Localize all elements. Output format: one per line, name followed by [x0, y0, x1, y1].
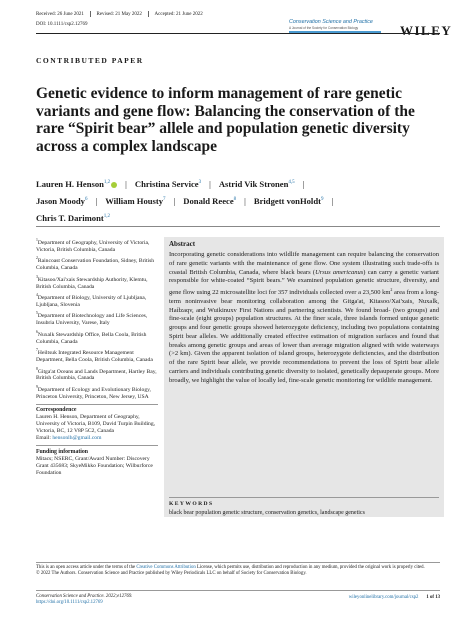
- abstract-heading: Abstract: [169, 240, 196, 248]
- affiliation: $^3$Kitasoo/Xai'xais Stewardship Authority, Klemtu, British Columbia, Canada: [36, 274, 148, 290]
- correspondence-email: Email: hensonlh@gmail.com: [36, 435, 102, 442]
- orcid-icon[interactable]: [111, 182, 117, 188]
- license-text: This is an open access article under the terms of the Creative Commons Attribution License, which permits use, distribution and reproduction in any medium, provided the original work is properly cited. © 2022 The Authors. Conservation Science and Practice published by Wiley Periodicals LLC on behalf of Society for Conservation Biology.: [36, 565, 440, 577]
- keywords-text: black bear population genetic structure, conservation genetics, landscape genetics: [169, 510, 365, 516]
- accepted-date: Accepted: 21 June 2022: [154, 11, 203, 17]
- keywords-heading: KEYWORDS: [169, 501, 214, 507]
- funding-heading: Funding information: [36, 448, 89, 455]
- author[interactable]: Donald Reece$^8$: [183, 195, 237, 206]
- author-separator: |: [173, 195, 176, 206]
- sidebar: [36, 237, 158, 477]
- correspondence-text: Lauren H. Henson, Department of Geography, University of Victoria, B109, David Turpin Building, Victoria, BC, 12 V8P 5C2, Canada: [36, 414, 156, 435]
- author-separator: |: [331, 195, 334, 206]
- affiliation: $^7$Heiltsuk Integrated Resource Management Department, Bella Coola, British Columbia, Canada: [36, 348, 153, 364]
- footer-divider: [36, 590, 440, 591]
- author-separator: |: [244, 195, 246, 206]
- doi: DOI: 10.1111/csp2.12769: [36, 22, 88, 27]
- affiliation: $^4$Department of Biology, University of Ljubljana, Ljubljana, Slovenia: [36, 293, 147, 308]
- journal-subtitle: A Journal of the Society for Conservation Biology: [289, 26, 359, 30]
- sidebar-divider: [36, 404, 158, 405]
- affiliation: $^8$Gitga'at Oceans and Lands Department, Hartley Bay, British Columbia, Canada: [36, 366, 157, 382]
- affiliation: $^5$Department of Biotechnology and Life Sciences, Insubria University, Varese, Italy: [36, 311, 148, 327]
- affiliation: $^1$Department of Geography, University of Victoria, Victoria, British Columbia, Canada: [36, 238, 150, 253]
- author-separator: |: [95, 195, 98, 206]
- affiliation: $^2$Raincoast Conservation Foundation, Sidney, British Columbia, Canada: [36, 256, 155, 272]
- author[interactable]: Lauren H. Henson$^{1,2}$: [36, 179, 117, 189]
- article-title: Genetic evidence to inform management of rare genetic variants and gene flow: Balancing the conservation of the rare “Spirit bear” allele and population genetic diversity across a complex landscape: [36, 85, 415, 155]
- header-divider: [36, 33, 440, 34]
- copyright: © 2022 The Authors. Conservation Science and Practice published by Wiley Periodicals LLC on behalf of Society for Conservation Biology.: [36, 571, 307, 577]
- revised-date: Revised: 21 May 2022: [96, 11, 142, 17]
- author-separator: |: [209, 178, 211, 189]
- journal-logo[interactable]: [289, 19, 397, 33]
- publisher-logo[interactable]: WILEY: [400, 23, 453, 38]
- author-separator: |: [125, 178, 127, 189]
- journal-name: Conservation Science and Practice: [289, 19, 373, 25]
- author-list: [36, 175, 440, 226]
- site-link[interactable]: wileyonlinelibrary.com/journal/csp2: [348, 595, 419, 600]
- keywords-divider: [169, 497, 439, 498]
- page-number: 1 of 13: [426, 595, 440, 600]
- article-dates: [36, 11, 203, 17]
- correspondence-heading: Correspondence: [36, 407, 77, 414]
- author[interactable]: Chris T. Darimont$^{1,2}$: [36, 212, 110, 223]
- article-type: CONTRIBUTED PAPER: [36, 56, 144, 65]
- author[interactable]: William Housty$^7$: [105, 195, 166, 206]
- affiliation: $^9$Department of Ecology and Evolutionary Biology, Princeton University, Princeton, New Jersey, USA: [36, 384, 151, 400]
- email-link[interactable]: hensonlh@gmail.com: [52, 435, 102, 442]
- footer-citation: Conservation Science and Practice. 2022;e12769. https://doi.org/10.1111/csp2.12769: [36, 594, 133, 606]
- funding-text: Mitacs; NSERC, Grant/Award Number: Discovery Grant 435683; SkyeMikko Foundation; Wilburforce Foundation: [36, 455, 153, 476]
- author[interactable]: Astrid Vik Stronen$^{4,5}$: [218, 178, 295, 189]
- species-name: Ursus americanus: [315, 268, 364, 276]
- license-link[interactable]: Creative Commons Attribution: [136, 565, 196, 570]
- author[interactable]: Jason Moody$^6$: [36, 195, 88, 206]
- footer-right: [320, 595, 440, 600]
- sidebar-divider: [36, 445, 158, 446]
- author[interactable]: Christina Service$^3$: [134, 178, 202, 189]
- license-divider: [36, 562, 440, 563]
- section-divider: [36, 226, 440, 227]
- abstract-text: Incorporating genetic considerations into wildlife management can require balancing the conservation of rare genetic variants with the maintenance of gene flow. One system illustrating such trade-offs is coastal British Columbia, Canada, where black bears (Ursus americanus) can carry a genetic variant responsible for white-coated “Spirit bears.” We examined population genetic structure, diversity, and gene flow using 22 microsatellite loci for 357 individuals collected over a 23,500 $km^2$ area from a long-term noninvasive bear monitoring collaboration among the Gitga'at, Kitasoo/Xai'xais, Nuxalk, Haíɫzaqv, and Wuikinuxv First Nations and partnering scientists. We found broad- (two groups) and fine-scale (eight groups) population structures. At the finer scale, three islands formed unique genetic groups and four genetic groups showed heterozygote deficiency, including two populations containing Spirit bear alleles. We additionally created effective estimation of migration surfaces and found that breaks among genetic groups and areas of lower than average migration aligned with wide waterways (>2 km). Given the apparent isolation of island groups, heterozygote deficiencies, and the distribution of the rare Spirit bear allele, we provide recommendations to prevent the loss of Spirit bear allele carriers and individuals contributing genetic diversity to isolated, genetically depauperate groups. More broadly, we highlight the value of locally led, fine-scale genetic monitoring for wildlife management.: [169, 251, 439, 384]
- affiliation: $^6$Nuxalk Stewardship Office, Bella Coola, British Columbia, Canada: [36, 329, 147, 345]
- date-separator: [90, 11, 91, 17]
- doi-link[interactable]: https://doi.org/10.1111/csp2.12769: [36, 600, 103, 606]
- author[interactable]: Bridgett vonHoldt$^9$: [253, 195, 324, 206]
- date-separator: [148, 11, 149, 17]
- author-separator: |: [302, 178, 305, 189]
- received-date: Received: 26 June 2021: [36, 11, 84, 17]
